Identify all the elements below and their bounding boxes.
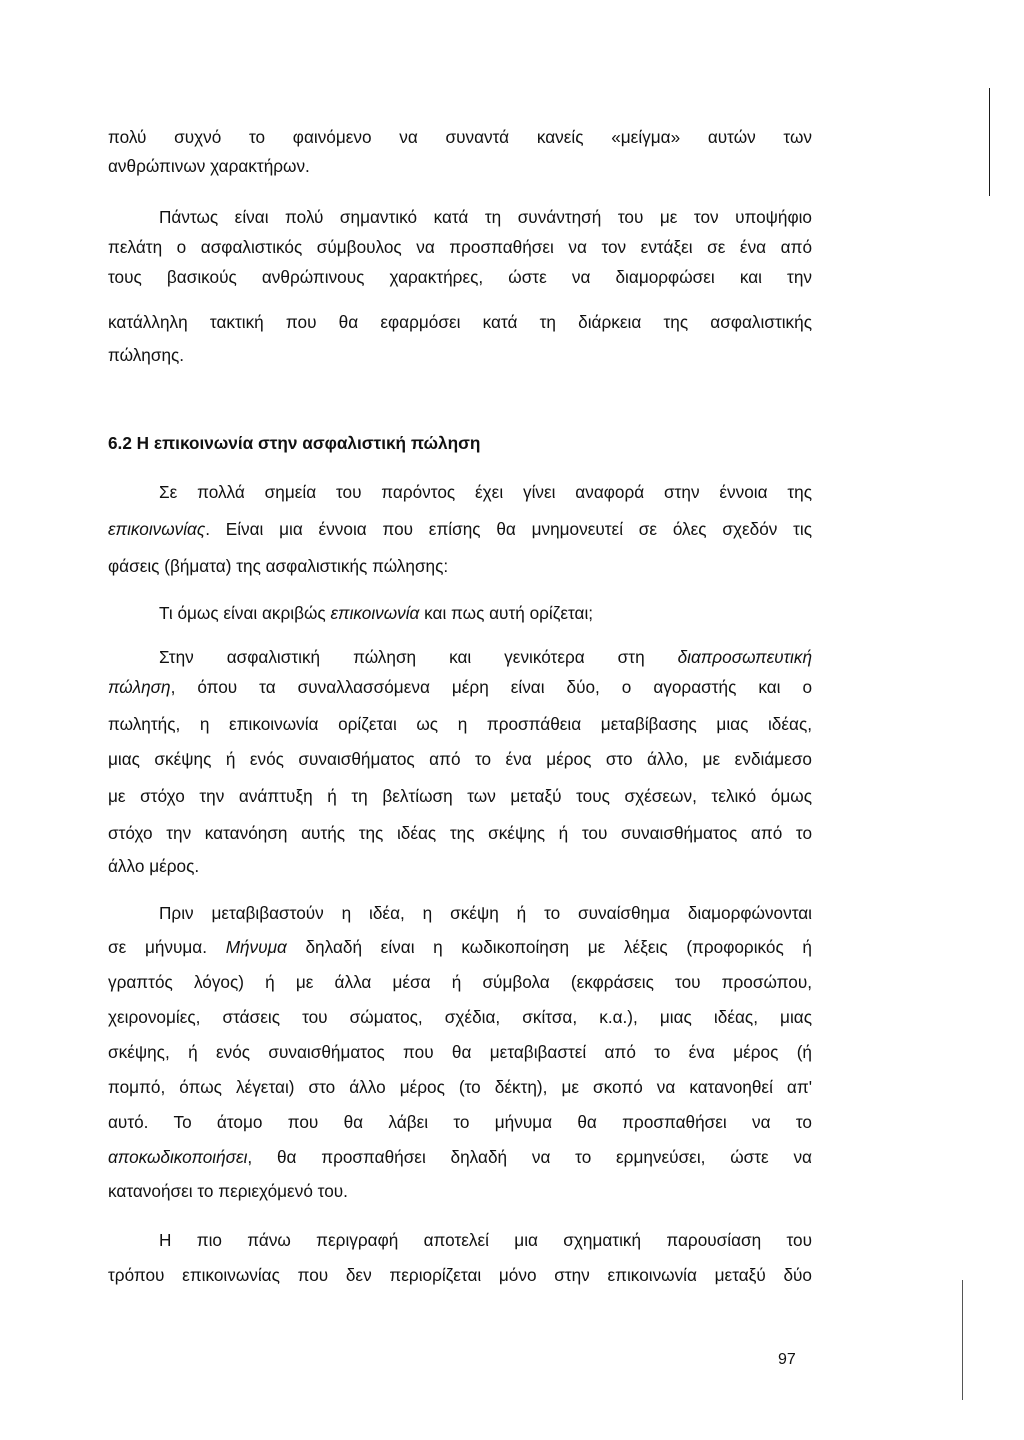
text-span: , όπου τα συναλλασσόμενα μέρη είναι δύο, ο αγοραστής και ο [170, 677, 812, 697]
text-line: σκέψης, ή ενός συναισθήματος που θα μεταβιβαστεί από το ένα μέρος (ή [108, 1042, 812, 1062]
emphasis-text: διαπροσωπευτική [677, 647, 812, 667]
text-span: . Είναι μια έννοια που επίσης θα μνημονευτεί σε όλες σχεδόν τις [205, 519, 812, 539]
text-line [108, 1146, 812, 1168]
text-span: , θα προσπαθήσει δηλαδή να το ερμηνεύσει, ώστε να [247, 1147, 812, 1167]
text-line: χειρονομίες, στάσεις του σώματος, σχέδια, σκίτσα, κ.α.), μιας ιδέας, μιας [108, 1007, 812, 1027]
text-line: Η πιο πάνω περιγραφή αποτελεί μια σχηματική παρουσίαση του [159, 1230, 812, 1250]
text-line: πώλησης. [108, 345, 185, 365]
text-line: άλλο μέρος. [108, 856, 200, 876]
text-line: στόχο την κατανόηση αυτής της ιδέας της σκέψης ή του συναισθήματος από το [108, 823, 812, 843]
page-number: 97 [778, 1351, 796, 1368]
text-line [108, 936, 812, 958]
text-line: πολύ συχνό το φαινόμενο να συναντά κανείς «μείγμα» αυτών των [108, 127, 812, 147]
text-line: γραπτός λόγος) ή με άλλα μέσα ή σύμβολα (εκφράσεις του προσώπου, [108, 972, 812, 992]
text-line: πελάτη ο ασφαλιστικός σύμβουλος να προσπαθήσει να τον εντάξει σε ένα από [108, 237, 812, 257]
text-line: Πάντως είναι πολύ σημαντικό κατά τη συνάντησή του με τον υποψήφιο [159, 207, 812, 227]
text-line: κατανοήσει το περιεχόμενό του. [108, 1181, 348, 1201]
emphasis-text: πώληση [108, 677, 171, 697]
text-line: με στόχο την ανάπτυξη ή τη βελτίωση των μεταξύ τους σχέσεων, τελικό όμως [108, 786, 812, 806]
emphasis-text: Μήνυμα [225, 937, 287, 957]
emphasis-text: επικοινωνία [330, 603, 420, 623]
scan-edge-line [962, 1280, 963, 1400]
text-line: τρόπου επικοινωνίας που δεν περιορίζεται μόνο στην επικοινωνία μεταξύ δύο [108, 1265, 812, 1285]
section-heading: 6.2 Η επικοινωνία στην ασφαλιστική πώληση [108, 433, 481, 453]
text-line: ανθρώπινων χαρακτήρων. [108, 156, 310, 176]
text-span: και πως αυτή ορίζεται; [419, 603, 594, 623]
text-span: Τι όμως είναι ακριβώς [159, 603, 331, 623]
text-line: πομπό, όπως λέγεται) στο άλλο μέρος (το δέκτη), με σκοπό να κατανοηθεί απ' [108, 1077, 812, 1097]
text-line: φάσεις (βήματα) της ασφαλιστικής πώλησης: [108, 556, 449, 576]
text-line [108, 676, 812, 698]
text-span: σε μήνυμα. [108, 937, 226, 957]
emphasis-text: επικοινωνίας [108, 519, 206, 539]
text-line: πωλητής, η επικοινωνία ορίζεται ως η προσπάθεια μεταβίβασης μιας ιδέας, [108, 714, 812, 734]
text-line: Σε πολλά σημεία του παρόντος έχει γίνει αναφορά στην έννοια της [159, 482, 812, 502]
text-line: τους βασικούς ανθρώπινους χαρακτήρες, ώστε να διαμορφώσει και την [108, 267, 812, 287]
scan-edge-line [989, 88, 990, 196]
text-span: Στην ασφαλιστική πώληση και γενικότερα στη [159, 647, 678, 667]
text-line [159, 602, 812, 624]
text-span: δηλαδή είναι η κωδικοποίηση με λέξεις (προφορικός ή [286, 937, 812, 957]
text-line: κατάλληλη τακτική που θα εφαρμόσει κατά τη διάρκεια της ασφαλιστικής [108, 312, 812, 332]
text-line: Πριν μεταβιβαστούν η ιδέα, η σκέψη ή το συναίσθημα διαμορφώνονται [159, 903, 812, 923]
text-line [159, 646, 812, 668]
emphasis-text: αποκωδικοποιήσει [108, 1147, 248, 1167]
text-line: μιας σκέψης ή ενός συναισθήματος από το ένα μέρος στο άλλο, με ενδιάμεσο [108, 749, 812, 769]
text-line [108, 518, 812, 540]
text-line: αυτό. Το άτομο που θα λάβει το μήνυμα θα προσπαθήσει να το [108, 1112, 812, 1132]
